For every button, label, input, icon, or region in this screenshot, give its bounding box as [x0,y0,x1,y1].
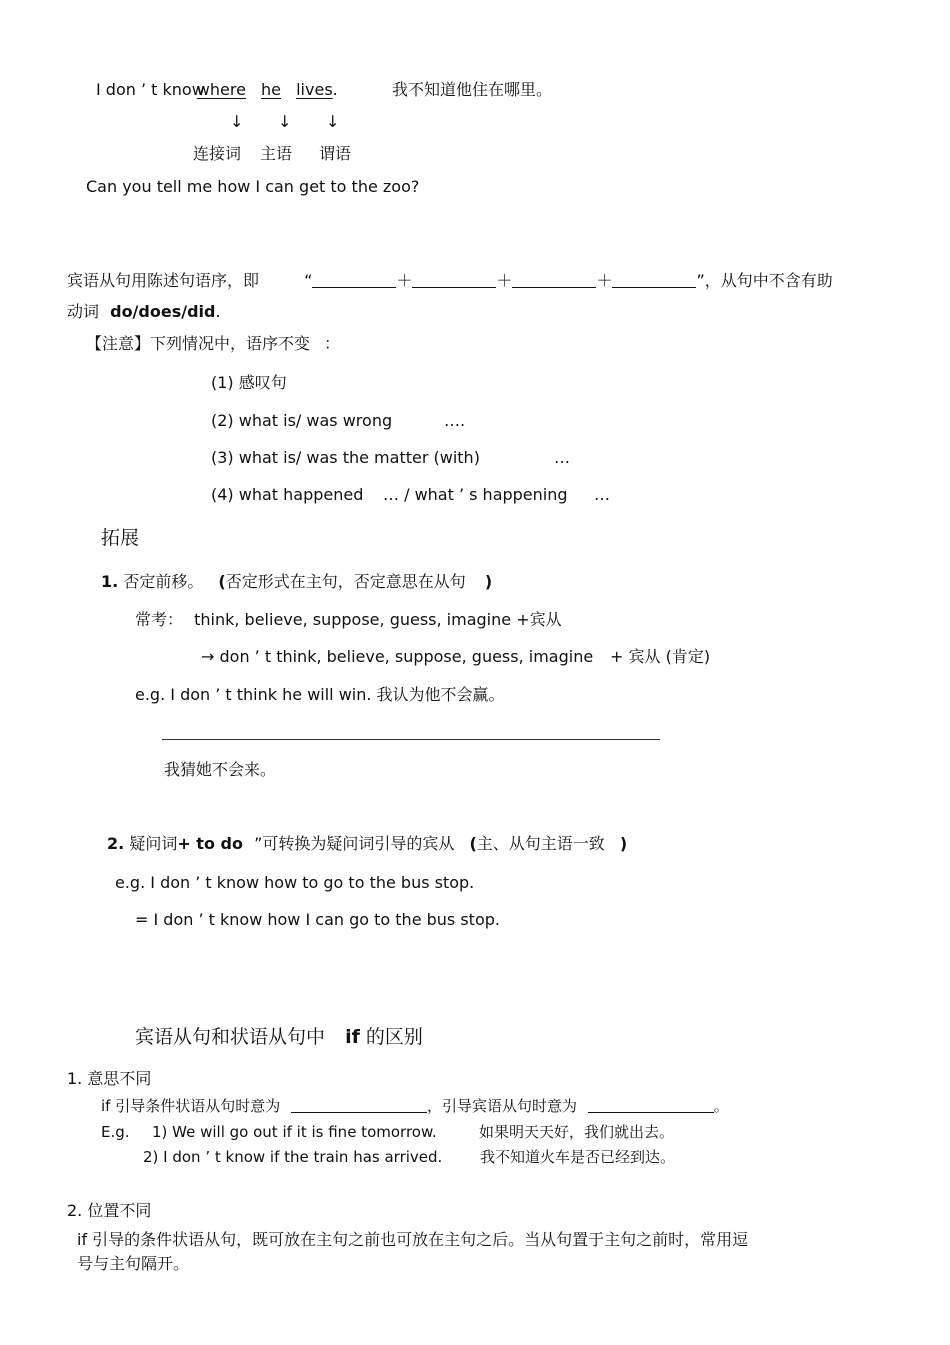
rule-line-2 [67,302,221,321]
point-2-note: 主、从句主语一致 [476,834,605,853]
period: . [215,302,221,321]
down-arrow-icon: ↓ [278,112,292,131]
answer-line[interactable] [162,739,660,740]
extension-example-2a: e.g. I don ’ t know how to go to the bus stop. [115,873,475,892]
rule-text-tail: ”，从句中不含有助 [696,271,833,290]
plus-sign: ＋ [396,271,413,290]
heading-if: if [345,1026,360,1048]
blank-2[interactable] [412,287,496,288]
common-verbs-line [135,610,562,629]
paren: ) [619,834,628,853]
if-example-2: 2) I don ’ t know if the train has arrived. [143,1148,443,1166]
to-do-pattern: + to do [177,834,243,853]
extension-point-1 [101,572,492,591]
note-item-4: (4) what happened [211,485,364,504]
word-order-rule [67,271,833,290]
if-example-label: E.g. [101,1123,130,1141]
note-item-3: (3) what is/ was the matter (with) [211,448,480,467]
common-label: 常考： [135,610,184,629]
paren: ( [469,834,477,853]
note-item-1: (1) 感叹句 [211,373,287,392]
note-item-2-ellipsis: …. [444,411,466,430]
subject-word: he [261,80,282,99]
connective-word: where [196,80,246,99]
blank-4[interactable] [612,287,696,288]
meaning-text-a: if 引导条件状语从句时意为 [101,1097,281,1115]
note-title-text: 【注意】下列情况中，语序不变 [86,334,311,353]
meaning-text-b: ，引导宾语从句时意为 [427,1097,578,1115]
paren: ( [218,572,226,591]
if-section-heading [135,1026,423,1049]
point-2-text-b: ”可转换为疑问词引导的宾从 [254,834,455,853]
point-1-note: 否定形式在主句，否定意思在从句 [225,572,466,591]
label-predicate: 谓语 [319,144,352,163]
period: . [332,80,338,99]
if-meaning-line [101,1097,729,1115]
extension-point-2 [107,834,627,853]
negation-transfer-tail: + 宾从 (肯定) [610,647,711,666]
example-chinese: 我认为他不会赢。 [376,685,505,704]
common-verbs: think, believe, suppose, guess, imagine +宾从 [194,610,562,629]
if-example-1: 1) We will go out if it is fine tomorrow. [152,1123,437,1141]
blank-1[interactable] [312,287,396,288]
quote-open: “ [304,271,313,290]
point-number: 2. [107,834,125,853]
plus-sign: ＋ [596,271,613,290]
point-1-text: 否定前移。 [123,572,204,591]
down-arrow-icon: ↓ [326,112,340,131]
if-position-line-1: if 引导的条件状语从句，既可放在主句之前也可放在主句之后。当从句置于主句之前时，常用逗 [77,1230,749,1249]
label-connective: 连接词 [193,144,242,163]
example-sentence-2: Can you tell me how I can get to the zoo? [86,177,420,196]
example-sentence-1 [96,80,338,99]
note-item-3-ellipsis: … [554,448,570,467]
negation-transfer-line: → don ’ t think, believe, suppose, guess, imagine [201,647,594,666]
plus-sign: ＋ [496,271,513,290]
example-1-translation: 我不知道他住在哪里。 [392,80,553,99]
translation-prompt: 我猜她不会来。 [164,760,277,779]
label-subject: 主语 [260,144,293,163]
predicate-word: lives [296,80,333,99]
extension-heading: 拓展 [101,527,140,549]
heading-text-tail: 的区别 [365,1026,423,1048]
note-item-2: (2) what is/ was wrong [211,411,393,430]
heading-text: 宾语从句和状语从句中 [135,1026,326,1048]
colon: ： [324,334,341,353]
down-arrow-icon: ↓ [230,112,244,131]
if-example-1-translation: 如果明天天好，我们就出去。 [479,1123,675,1141]
rule-aux-label: 动词 [67,302,100,321]
note-item-4-middle: … / what ’ s happening [383,485,568,504]
point-number: 1. [101,572,119,591]
example-english: e.g. I don ’ t think he will win. [135,685,372,704]
extension-example-2b: = I don ’ t know how I can go to the bus stop. [135,910,500,929]
paren: ) [484,572,493,591]
point-2-text: 疑问词 [129,834,178,853]
period: 。 [713,1097,729,1115]
aux-verbs: do/does/did [110,302,216,321]
if-example-2-translation: 我不知道火车是否已经到达。 [480,1148,676,1166]
blank-meaning-2[interactable] [588,1112,714,1113]
example-1-prefix: I don ’ t know [96,80,205,99]
extension-example-1 [135,685,505,704]
if-position-line-2: 号与主句隔开。 [77,1254,190,1273]
note-title [86,334,340,353]
if-point-2: 2. 位置不同 [67,1201,152,1220]
rule-text: 宾语从句用陈述句语序，即 [67,271,260,290]
note-item-4-ellipsis: … [594,485,610,504]
if-point-1: 1. 意思不同 [67,1069,152,1088]
blank-meaning-1[interactable] [291,1112,427,1113]
blank-3[interactable] [512,287,596,288]
